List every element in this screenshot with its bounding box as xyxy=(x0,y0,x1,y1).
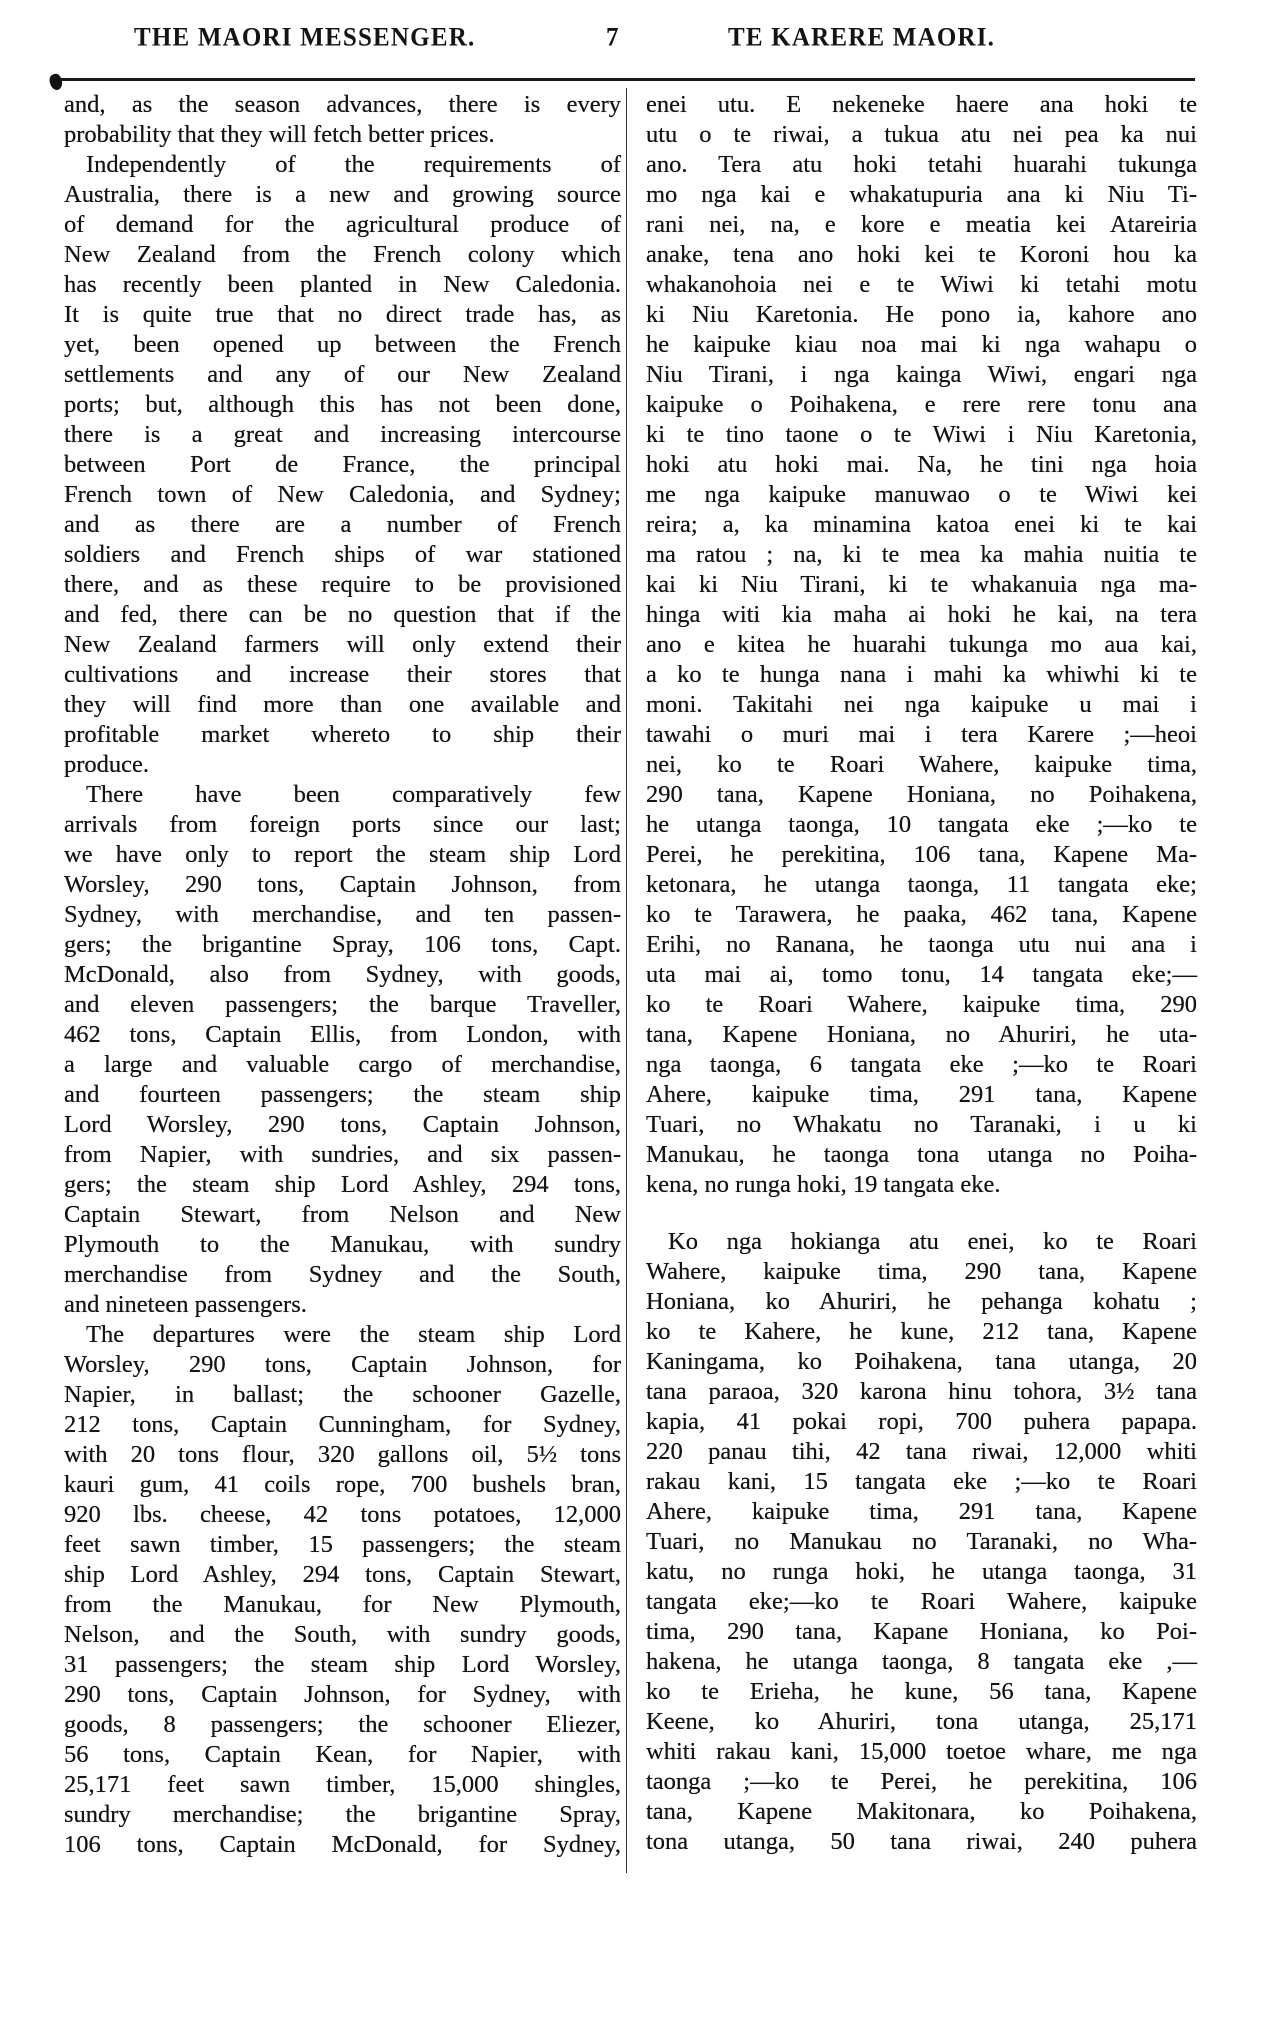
text-line: kena, no runga hoki, 19 tangata eke. xyxy=(646,1171,1001,1198)
text-line: hinga witi kia maha ai hoki he kai, na tera xyxy=(646,601,1197,628)
text-line: hakena, he utanga taonga, 8 tangata eke ,— xyxy=(646,1648,1197,1675)
text-line: reira; a, ka minamina katoa enei ki te kai xyxy=(646,511,1197,538)
text-line: anake, tena ano hoki kei te Koroni hou ka xyxy=(646,241,1197,268)
text-line: ki te tino taone o te Wiwi i Niu Karetonia, xyxy=(646,421,1197,448)
text-line: settlements and any of our New Zealand xyxy=(64,361,621,388)
text-line: between Port de France, the principal xyxy=(64,451,621,478)
text-line: yet, been opened up between the French xyxy=(64,331,621,358)
text-line: kapia, 41 pokai ropi, 700 puhera papapa. xyxy=(646,1408,1197,1435)
text-line: and fourteen passengers; the steam ship xyxy=(64,1081,621,1108)
text-line: there, and as these require to be provisioned xyxy=(64,571,621,598)
text-line: Lord Worsley, 290 tons, Captain Johnson, xyxy=(64,1111,621,1138)
text-line: ko te Tarawera, he paaka, 462 tana, Kapene xyxy=(646,901,1197,928)
text-line: whiti rakau kani, 15,000 toetoe whare, me nga xyxy=(646,1738,1197,1765)
maori-column-arrivals xyxy=(646,90,1197,1200)
text-line: Nelson, and the South, with sundry goods, xyxy=(64,1621,621,1648)
text-line: 462 tons, Captain Ellis, from London, with xyxy=(64,1021,621,1048)
text-line: me nga kaipuke manuwao o te Wiwi kei xyxy=(646,481,1197,508)
text-line: ko te Kahere, he kune, 212 tana, Kapene xyxy=(646,1318,1197,1345)
paragraph xyxy=(646,1227,1197,1857)
text-line: and nineteen passengers. xyxy=(64,1291,307,1318)
text-line: Ahere, kaipuke tima, 291 tana, Kapene xyxy=(646,1498,1197,1525)
ink-blot xyxy=(48,72,65,91)
text-line: produce. xyxy=(64,751,150,778)
text-line: feet sawn timber, 15 passengers; the steam xyxy=(64,1531,621,1558)
text-line: goods, 8 passengers; the schooner Eliezer, xyxy=(64,1711,621,1738)
paragraph xyxy=(64,1320,621,1860)
text-line: tona utanga, 50 tana riwai, 240 puhera xyxy=(646,1828,1197,1855)
text-line: a ko te hunga nana i mahi ka whiwhi ki te xyxy=(646,661,1197,688)
text-line: Sydney, with merchandise, and ten passen- xyxy=(64,901,621,928)
text-line: Niu Tirani, i nga kainga Wiwi, engari nga xyxy=(646,361,1197,388)
header-rule xyxy=(50,78,1195,81)
text-line: whakanohoia nei e te Wiwi ki tetahi motu xyxy=(646,271,1197,298)
header-title-maori: TE KARERE MAORI. xyxy=(728,23,996,52)
text-line: nei, ko te Roari Wahere, kaipuke tima, xyxy=(646,751,1197,778)
text-line: ma ratou ; na, ki te mea ka mahia nuitia te xyxy=(646,541,1197,568)
text-line: 56 tons, Captain Kean, for Napier, with xyxy=(64,1741,621,1768)
text-line: ano. Tera atu hoki tetahi huarahi tukunga xyxy=(646,151,1197,178)
text-line: ship Lord Ashley, 294 tons, Captain Stewart, xyxy=(64,1561,621,1588)
text-line: ano e kitea he huarahi tukunga mo aua kai, xyxy=(646,631,1197,658)
column-divider xyxy=(626,88,627,1873)
text-line: Tuari, no Whakatu no Taranaki, i u ki xyxy=(646,1111,1197,1138)
text-line: tana, Kapene Honiana, no Ahuriri, he uta- xyxy=(646,1021,1197,1048)
paragraph xyxy=(64,150,621,780)
text-line: 106 tons, Captain McDonald, for Sydney, xyxy=(64,1831,621,1858)
text-line: tana, Kapene Makitonara, ko Poihakena, xyxy=(646,1798,1197,1825)
text-line: tawahi o muri mai i tera Karere ;—heoi xyxy=(646,721,1197,748)
text-line: It is quite true that no direct trade has, as xyxy=(64,301,621,328)
text-line: Ko nga hokianga atu enei, ko te Roari xyxy=(668,1228,1197,1255)
text-line: kaipuke o Poihakena, e rere rere tonu ana xyxy=(646,391,1197,418)
text-line: probability that they will fetch better prices. xyxy=(64,121,495,148)
header-title-english: THE MAORI MESSENGER. xyxy=(134,23,476,52)
text-line: ketonara, he utanga taonga, 11 tangata eke; xyxy=(646,871,1197,898)
text-line: 220 panau tihi, 42 tana riwai, 12,000 whiti xyxy=(646,1438,1197,1465)
text-line: kai ki Niu Tirani, ki te whakanuia nga ma- xyxy=(646,571,1197,598)
text-line: cultivations and increase their stores that xyxy=(64,661,621,688)
text-line: rani nei, na, e kore e meatia kei Atareiria xyxy=(646,211,1197,238)
text-line: moni. Takitahi nei nga kaipuke u mai i xyxy=(646,691,1197,718)
maori-column-departures xyxy=(646,1227,1197,1857)
text-line: Erihi, no Ranana, he taonga utu nui ana i xyxy=(646,931,1197,958)
text-line: New Zealand from the French colony which xyxy=(64,241,621,268)
paragraph xyxy=(64,780,621,1320)
text-line: and fed, there can be no question that if the xyxy=(64,601,621,628)
text-line: a large and valuable cargo of merchandise, xyxy=(64,1051,621,1078)
text-line: mo nga kai e whakatupuria ana ki Niu Ti- xyxy=(646,181,1197,208)
paragraph xyxy=(64,90,621,150)
text-line: from Napier, with sundries, and six passen- xyxy=(64,1141,621,1168)
text-line: enei utu. E nekeneke haere ana hoki te xyxy=(646,91,1197,118)
text-line: with 20 tons flour, 320 gallons oil, 5½ tons xyxy=(64,1441,621,1468)
page-number: 7 xyxy=(606,23,620,52)
text-line: sundry merchandise; the brigantine Spray, xyxy=(64,1801,621,1828)
text-line: Australia, there is a new and growing source xyxy=(64,181,621,208)
text-line: ko te Roari Wahere, kaipuke tima, 290 xyxy=(646,991,1197,1018)
text-line: arrivals from foreign ports since our last; xyxy=(64,811,621,838)
text-line: of demand for the agricultural produce of xyxy=(64,211,621,238)
text-line: tana paraoa, 320 karona hinu tohora, 3½ tana xyxy=(646,1378,1197,1405)
text-line: gers; the steam ship Lord Ashley, 294 tons, xyxy=(64,1171,621,1198)
text-line: we have only to report the steam ship Lord xyxy=(64,841,621,868)
text-line: 25,171 feet sawn timber, 15,000 shingles, xyxy=(64,1771,621,1798)
text-line: and as there are a number of French xyxy=(64,511,621,538)
text-line: hoki atu hoki mai. Na, he tini nga hoia xyxy=(646,451,1197,478)
text-line: they will find more than one available and xyxy=(64,691,621,718)
text-line: Keene, ko Ahuriri, tona utanga, 25,171 xyxy=(646,1708,1197,1735)
text-line: there is a great and increasing intercourse xyxy=(64,421,621,448)
text-line: The departures were the steam ship Lord xyxy=(86,1321,621,1348)
text-line: kauri gum, 41 coils rope, 700 bushels bran, xyxy=(64,1471,621,1498)
text-line: he utanga taonga, 10 tangata eke ;—ko te xyxy=(646,811,1197,838)
text-line: nga taonga, 6 tangata eke ;—ko te Roari xyxy=(646,1051,1197,1078)
text-line: Independently of the requirements of xyxy=(86,151,621,178)
text-line: profitable market whereto to ship their xyxy=(64,721,621,748)
text-line: Captain Stewart, from Nelson and New xyxy=(64,1201,621,1228)
text-line: Perei, he perekitina, 106 tana, Kapene Ma- xyxy=(646,841,1197,868)
text-line: Wahere, kaipuke tima, 290 tana, Kapene xyxy=(646,1258,1197,1285)
text-line: and, as the season advances, there is every xyxy=(64,91,621,118)
text-line: Kaningama, ko Poihakena, tana utanga, 20 xyxy=(646,1348,1197,1375)
text-line: and eleven passengers; the barque Traveller, xyxy=(64,991,621,1018)
english-column xyxy=(64,90,621,1860)
text-line: tima, 290 tana, Kapane Honiana, ko Poi- xyxy=(646,1618,1197,1645)
text-line: he kaipuke kiau noa mai ki nga wahapu o xyxy=(646,331,1197,358)
text-line: 212 tons, Captain Cunningham, for Sydney, xyxy=(64,1411,621,1438)
text-line: Worsley, 290 tons, Captain Johnson, for xyxy=(64,1351,621,1378)
text-line: taonga ;—ko te Perei, he perekitina, 106 xyxy=(646,1768,1197,1795)
text-line: There have been comparatively few xyxy=(86,781,621,808)
text-line: has recently been planted in New Caledonia. xyxy=(64,271,621,298)
text-line: katu, no runga hoki, he utanga taonga, 31 xyxy=(646,1558,1197,1585)
text-line: rakau kani, 15 tangata eke ;—ko te Roari xyxy=(646,1468,1197,1495)
text-line: Tuari, no Manukau no Taranaki, no Wha- xyxy=(646,1528,1197,1555)
paragraph xyxy=(646,90,1197,1200)
text-line: Manukau, he taonga tona utanga no Poiha- xyxy=(646,1141,1197,1168)
text-line: McDonald, also from Sydney, with goods, xyxy=(64,961,621,988)
text-line: merchandise from Sydney and the South, xyxy=(64,1261,621,1288)
text-line: tangata eke;—ko te Roari Wahere, kaipuke xyxy=(646,1588,1197,1615)
text-line: ports; but, although this has not been done, xyxy=(64,391,621,418)
text-line: 920 lbs. cheese, 42 tons potatoes, 12,000 xyxy=(64,1501,621,1528)
text-line: utu o te riwai, a tukua atu nei pea ka nui xyxy=(646,121,1197,148)
text-line: 290 tana, Kapene Honiana, no Poihakena, xyxy=(646,781,1197,808)
text-line: from the Manukau, for New Plymouth, xyxy=(64,1591,621,1618)
text-line: French town of New Caledonia, and Sydney; xyxy=(64,481,621,508)
text-line: Napier, in ballast; the schooner Gazelle, xyxy=(64,1381,621,1408)
text-line: Worsley, 290 tons, Captain Johnson, from xyxy=(64,871,621,898)
text-line: ki Niu Karetonia. He pono ia, kahore ano xyxy=(646,301,1197,328)
text-line: ko te Erieha, he kune, 56 tana, Kapene xyxy=(646,1678,1197,1705)
text-line: 290 tons, Captain Johnson, for Sydney, with xyxy=(64,1681,621,1708)
text-line: Plymouth to the Manukau, with sundry xyxy=(64,1231,621,1258)
text-line: Honiana, ko Ahuriri, he pehanga kohatu ; xyxy=(646,1288,1197,1315)
text-line: soldiers and French ships of war stationed xyxy=(64,541,621,568)
text-line: gers; the brigantine Spray, 106 tons, Capt. xyxy=(64,931,621,958)
text-line: 31 passengers; the steam ship Lord Worsley, xyxy=(64,1651,621,1678)
text-line: uta mai ai, tomo tonu, 14 tangata eke;— xyxy=(646,961,1197,988)
text-line: Ahere, kaipuke tima, 291 tana, Kapene xyxy=(646,1081,1197,1108)
text-line: New Zealand farmers will only extend their xyxy=(64,631,621,658)
